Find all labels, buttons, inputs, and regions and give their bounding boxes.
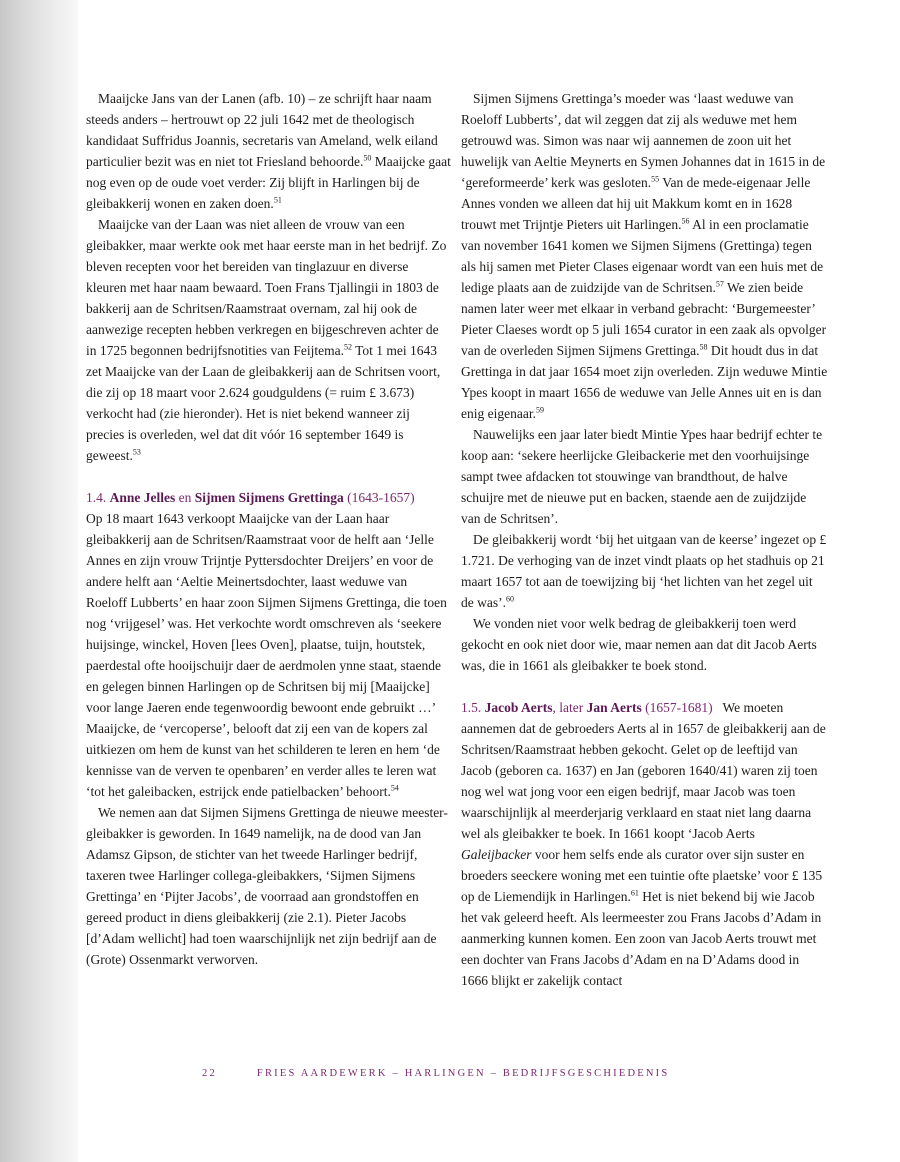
paragraph [461,424,828,529]
text: We nemen aan dat Sijmen Sijmens Grettinga de nieuwe meester-gleibakker is geworden. In 1649 namelijk, na de dood van Jan Adamsz Gipson, de stichter van het tweede Harlinger bedrijf, taxeren twee Harlinger collega-gleibakkers, ‘Sijmen Sijmens Grettinga’ en ‘Pijter Jacobs’, de voorraad aan grondstoffen en gereed product in diens gleibakkerij (zie 2.1). Pieter Jacobs [d’Adam wellicht] had toen waarschijnlijk net zijn bedrijf aan de (Grote) Ossenmarkt verworven. [86,805,448,967]
footnote-ref[interactable]: 57 [715,279,724,289]
spacer [461,676,828,697]
paragraph [461,613,828,676]
footnote-ref[interactable]: 60 [505,594,514,604]
text: Maaijcke van der Laan was niet alleen de vrouw van een gleibakker, maar werkte ook met haar eerste man in het bedrijf. Zo bleven recepten voor het bereiden van tinglazuur en diverse kleuren met haar naam bewaard. Toen Frans Tjallingii in 1803 de bakkerij aan de Schritsen/Raamstraat overnam, zal hij ook de aanwezige recepten hebben verkregen en bijgeschreven achter de in 1725 begonnen bedrijfsnotities van Feijtema. [86,217,447,358]
heading-conjunction: , later [552,700,584,715]
spacer [86,466,451,487]
text: De gleibakkerij wordt ‘bij het uitgaan van de keerse’ ingezet op £ 1.721. De verhoging van de inzet vindt plaats op het stadhuis op 21 maart 1657 tot aan de toewijzing bij ‘het lichten van het zegel uit de was’. [461,532,827,610]
text: We zien beide namen later weer met elkaar in verband gebracht: ‘Burgemeester’ Pieter Claeses wordt op 5 juli 1654 curator in een zaak als opvolger van de overleden Sijmen Sijmens Grettinga. [461,280,827,358]
text: Dit houdt dus in dat Grettinga in dat jaar 1654 moet zijn overleden. Zijn weduwe Mintie Ypes koopt in maart 1656 de weduwe van Jelle Annes uit en is dan enig eigenaar. [461,343,828,421]
footnote-ref[interactable]: 61 [630,888,639,898]
paragraph-with-heading [461,697,828,991]
section-number: 1.5. [461,700,482,715]
footnote-ref[interactable]: 59 [535,405,544,415]
text: Maaijcke gaat nog even op de oude voet verder: Zij blijft in Harlingen bij de gleibakkerij wonen en zaken doen. [86,154,451,211]
heading-years: (1657-1681) [645,700,713,715]
right-column [461,88,828,991]
footnote-ref[interactable]: 54 [390,783,399,793]
italic-term: Galeijbacker [461,847,532,862]
text: Tot 1 mei 1643 zet Maaijcke van der Laan de gleibakkerij aan de Schritsen voort, die zij op 18 maart voor 2.624 goudguldens (= ruim £ 3.673) verkocht had (zie hieronder). Het is niet bekend wanneer zij precies is overleden, wel dat dit vóór 16 september 1649 is geweest. [86,343,441,463]
left-column [86,88,451,970]
running-footer [202,1068,669,1079]
heading-name: Sijmen Sijmens Grettinga [194,490,344,505]
text: We vonden niet voor welk bedrag de gleibakkerij toen werd gekocht en ook niet door wie, maar nemen aan dat dit Jacob Aerts was, die in 1661 als gleibakker te boek stond. [461,616,817,673]
binding-gutter-shadow [0,0,78,1162]
text: voor hem selfs ende als curator over sijn suster en broeders seeckere woning met een tuintie ofte plaetske’ voor £ 135 op de Liemendijk in Harlingen. [461,847,823,904]
section-heading-1-4 [86,487,451,508]
text: Sijmen Sijmens Grettinga’s moeder was ‘laast weduwe van Roeloff Lubberts’, dat wil zeggen dat zij als weduwe met hem getrouwd was. Simon was naar wij aannemen de zoon uit het huwelijk van Aeltie Meynerts en Symen Johannes dat in 1615 in de ‘gereformeerde’ kerk was gesloten. [461,91,826,190]
heading-conjunction: en [178,490,192,505]
heading-name: Jacob Aerts [484,700,553,715]
text: We moeten aannemen dat de gebroeders Aerts al in 1657 de gleibakkerij aan de Schritsen/Raamstraat hebben gekocht. Gelet op de leeftijd van Jacob (geboren ca. 1637) en Jan (geboren 1640/41) waren zij toen nog wel wat jong voor een eigen bedrijf, maar Jacob was toen waarschijnlijk al meerderjarig verklaard en staat niet lang daarna wel als gleibakker te boek. In 1661 koopt ‘Jacob Aerts [461,700,826,841]
footnote-ref[interactable]: 53 [132,447,141,457]
heading-name: Anne Jelles [109,490,176,505]
running-title: FRIES AARDEWERK – HARLINGEN – BEDRIJFSGESCHIEDENIS [256,1068,670,1079]
footnote-ref[interactable]: 50 [363,153,372,163]
footnote-ref[interactable]: 55 [651,174,660,184]
paragraph [86,214,451,466]
paragraph [461,529,828,613]
section-heading-1-5 [461,700,713,715]
footnote-ref[interactable]: 56 [681,216,690,226]
paragraph [86,802,451,970]
footnote-ref[interactable]: 52 [343,342,352,352]
footnote-ref[interactable]: 58 [699,342,708,352]
paragraph [461,88,828,424]
text: Maaijcke Jans van der Lanen (afb. 10) – ze schrijft haar naam steeds anders – hertrouwt op 22 juli 1642 met de theologisch kandidaat Suffridus Joannis, secretaris van Ameland, welk eiland particulier bezit was en niet tot Friesland behoorde. [86,91,438,169]
section-number: 1.4. [86,490,107,505]
page-number: 22 [202,1068,217,1079]
text: Op 18 maart 1643 verkoopt Maaijcke van der Laan haar gleibakkerij aan de Schritsen/Raamstraat voor de helft aan ‘Jelle Annes en zijn vrouw Trijntje Pyttersdochter Dreijers’ en voor de andere helft aan ‘Aeltie Meinertsdochter, laast weduwe van Roeloff Lubberts’ en haar zoon Sijmen Sijmens Grettinga, die toen nog ‘vrijgesel’ was. Het verkochte wordt omschreven als ‘seekere huijsinge, winckel, Hoven [lees Oven], plaatse, tuijn, houtstek, paerdestal ofte hooijschuijr daer de aerdmolen ynne staat, staende en gelegen binnen Harlingen op de Schritsen bij mij [Maaijcke] voor lange Jaeren ende tegenwoordig bewoont ende gebruikt …’ Maaijcke, de ‘vercoperse’, belooft dat zij een van de kopers zal uitkiezen om hem de kunst van het schilderen te leren en hem ‘de kennisse van de verven te openbaren’ en verder alles te leren wat ‘tot het galeibacken, estrijck ende patielbacken’ behoort. [86,511,447,799]
text: Al in een proclamatie van november 1641 komen we Sijmen Sijmens (Grettinga) tegen als hij samen met Pieter Clases eigenaar wordt van een huis met de ledige plaats aan de zuidzijde van de Schritsen. [461,217,824,295]
text: Van de mede-eigenaar Jelle Annes vonden we alleen dat hij uit Makkum komt en in 1628 trouwt met Trijntje Pieters uit Harlingen. [461,175,811,232]
heading-name: Jan Aerts [586,700,642,715]
footnote-ref[interactable]: 51 [273,195,282,205]
text: Het is niet bekend bij wie Jacob het vak geleerd heeft. Als leermeester zou Frans Jacobs d’Adam in aanmerking kunnen komen. Een zoon van Jacob Aerts trouwt met een dochter van Frans Jacobs d’Adam en na D’Adams dood in 1666 blijkt er zakelijk contact [461,889,822,988]
text: Nauwelijks een jaar later biedt Mintie Ypes haar bedrijf echter te koop aan: ‘sekere heerlijcke Gleibackerie met den voorhuijsinge sampt twee afdacken tot stouwinge van brandthout, de halve schuijre met de nieuwe put en backen, staende aen de zuijdzijde van de Schritsen’. [461,427,823,526]
heading-years: (1643-1657) [347,490,415,505]
paragraph [86,508,451,802]
paragraph [86,88,451,214]
